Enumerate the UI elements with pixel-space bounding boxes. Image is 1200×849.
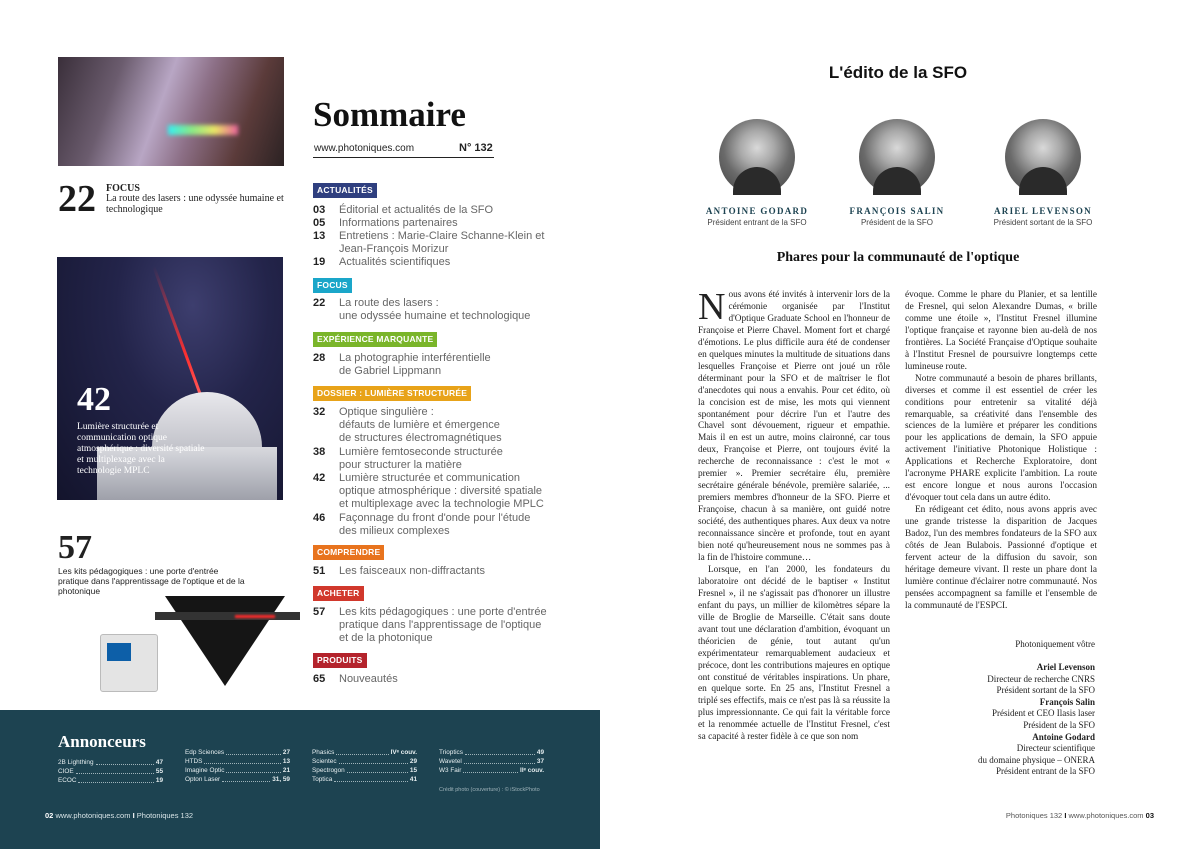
advertiser-row: ECOC 19 [58,777,163,784]
section-tag-produits: PRODUITS [313,653,367,668]
signer-name: François Salin [1039,696,1095,707]
footer-right: Photoniques 132 I www.photoniques.com 03 [1005,811,1154,820]
section-tag-acheter: ACHETER [313,586,364,601]
section-tag-comprendre: COMPRENDRE [313,545,384,560]
toc-item[interactable]: 57 Les kits pédagogiques : une porte d'entrée [313,606,547,618]
article-headline: Phares pour la communauté de l'optique [776,250,1020,265]
footer-left: 02 www.photoniques.com I Photoniques 132 [45,811,194,820]
toc-item[interactable]: 05 Informations partenaires [313,217,458,229]
advertisers-col-4 [439,748,544,775]
advertiser-row: Imagine Optic 21 [185,767,290,774]
paragraph: Nous avons été invités à intervenir lors de la cérémonie organisée par l'Institut d'Optique Graduate School en l'honneur de Françoise et Pierre Chavel. Moment fort et chargé d'émotions. Le plus difficile aura été de condenser en quelques minutes la multitude de situations dans lesquelles Françoise et Pierre ont joué un rôle déterminant pour la SFO et de maîtriser le flot d'anecdotes qui nous a envahis. Pour cet édito, où la concision est de mise, les mots qui viennent spontanément pour décrire l'un et l'autre des Chavel sont dévouement, rigueur et empathie. Mais il en est un autre, moins claironné, car tous deux, Françoise et Pierre, ont toujours évité la recherche de reconnaissance : c'est le mot « premier ». Premier secrétaire élu, première secrétaire générale bénévole, première salariée, ... premiers membres d'honneur de la SFO. Pierre et Françoise, chacun à sa manière, ont guidé notre société, des authentiques phares. Aux deux va notre reconnaissance sincère et profonde, tout en ayant bien noté qu'heureusement nous ne sommes pas à la fin de l'histoire commune… [698,286,890,563]
paragraph: Lorsque, en l'an 2000, les fondateurs du laboratoire ont décidé de le baptiser « Institut Fresnel », il ne s'agissait pas d'honorer un illustre enfant du pays, un millier de kilomètres sépare la ville de Broglie de Marseille. C'était sans doute avant tout une déclaration d'ambition, évoquant un théoricien de génie, tout autant qu'un expérimentateur remarquablement audacieux et précoce, dont les contributions majeures en optique ont constitué de véritables inspirations. Un phare, en quelque sorte. En 25 ans, l'Institut Fresnel a triplé ses effectifs, mais ce n'est pas là sa réussite la plus impressionnante. Ce qui fait la véritable force et la renommée actuelle de l'Institut Fresnel, c'est sa capacité à rester fidèle à ce que son nom [698,564,890,743]
article-column-2 [905,290,1097,613]
advertiser-row: CIOE 55 [58,768,163,775]
kit-rail [155,612,300,620]
person-role: Président entrant de la SFO [707,218,807,227]
kit-controller [100,634,158,692]
section-tag-experience: EXPÉRIENCE MARQUANTE [313,332,437,347]
paragraph: évoque. Comme le phare du Planier, et sa lentille de Fresnel, qui selon Alexandre Dumas, « brille comme une étoile », l'Institut Fresnel illumine l'optique française et rayonne bien au-delà de nos frontières. La Société Française d'Optique souhaite à l'Institut Fresnel de poursuivre longtemps cette lumineuse route. [905,290,1097,372]
portrait-ariel-levenson [1005,119,1081,195]
section-tag-actualites: ACTUALITÉS [313,183,377,198]
toc-item-continued: défauts de lumière et émergence [339,419,500,431]
person-name: ANTOINE GODARD [705,206,809,216]
advertiser-row: Toptica 41 [312,776,417,783]
toc-item[interactable]: 19 Actualités scientifiques [313,256,451,268]
advertisers-panel [0,710,600,849]
advertiser-row: Wavetel 37 [439,758,544,765]
person-name: FRANÇOIS SALIN [849,206,945,216]
kit-breadboard [165,596,285,686]
advertiser-row: Spectrogon 15 [312,767,417,774]
toc-item-continued: pour structurer la matière [339,459,462,471]
advertiser-row: Scientec 29 [312,758,417,765]
toc-item-continued: une odyssée humaine et technologique [339,310,531,322]
advertisers-col-2 [185,748,290,784]
toc-item[interactable]: 46 Façonnage du front d'onde pour l'étude [313,512,531,524]
advertisers-title: Annonceurs [58,732,146,751]
kit-page-number: 57 [58,529,92,566]
drop-cap: N [698,286,726,328]
toc-item-continued: pratique dans l'apprentissage de l'optique [339,619,542,631]
kit-photo [85,590,300,708]
closing: Photoniquement vôtre [1015,639,1095,649]
toc-item-continued: et de la photonique [339,632,433,644]
advertisers-col-3 [312,748,417,784]
kit-screen [107,643,131,661]
toc-item-continued: Jean-François Morizur [339,243,449,255]
feature-teaser: Lumière structurée et communication optique atmosphérique : diversité spatiale et multiplexage avec la technologie MPLC [77,422,205,476]
toc-item-continued: de structures électromagnétiques [339,432,502,444]
site-url: www.photoniques.com [314,143,415,154]
toc-item[interactable]: 38 Lumière femtoseconde structurée [313,446,503,458]
toc-item[interactable]: 03 Éditorial et actualités de la SFO [313,204,494,216]
toc-item-continued: et multiplexage avec la technologie MPLC [339,498,544,510]
toc-item-continued: optique atmosphérique : diversité spatiale [339,485,543,497]
signature-block: Ariel Levenson Directeur de recherche CNRS Président sortant de la SFO François Salin Président et CEO Ilasis laser Président de la SFO Antoine Godard Directeur scientifique du domaine physique – ONERA Président entrant de la SFO [905,662,1095,778]
toc-item[interactable]: 65 Nouveautés [313,673,398,685]
toc-item-continued: des milieux complexes [339,525,450,537]
advertiser-row: Phasics IVᵉ couv. [312,749,417,756]
advertiser-row: Trioptics 49 [439,749,544,756]
advertiser-row: W3 Fair IIᵉ couv. [439,767,544,774]
cover-credit: Crédit photo (couverture) : © iStockPhoto [439,787,540,793]
toc-item[interactable]: 42 Lumière structurée et communication [313,472,520,484]
person-name: ARIEL LEVENSON [994,206,1092,216]
focus-kicker: FOCUS [106,183,140,194]
focus-photo-lab [58,57,284,166]
feature-page-number: 42 [77,381,111,418]
kit-laser [235,615,275,618]
issue-number: N° 132 [459,142,493,154]
paragraph: Notre communauté a besoin de phares brillants, diverses et comme il est essentiel de créer les conditions pour entretenir sa vitalité déjà remarquable, sa créativité dans l'ensemble des sciences de la lumière et préparer les conditions pour les applications de demain, la SFO appuie activement l'initiative Photonique Holistique : Applications et Recherche Exploratoire, dont l'acronyme PHARE explicite l'ambition. La route est encore longue et nous aurons l'occasion d'évoquer tout cela dans un autre édito. [905,373,1097,504]
portrait-antoine-godard [719,119,795,195]
section-tag-dossier: DOSSIER : LUMIÈRE STRUCTURÉE [313,386,471,401]
focus-page-number: 22 [58,178,96,220]
toc-item[interactable]: 28 La photographie interférentielle [313,352,491,364]
portrait-francois-salin [859,119,935,195]
advertiser-row: Opton Laser 31, 59 [185,776,290,783]
edito-title: L'édito de la SFO [828,63,968,82]
kit-teaser: Les kits pédagogiques : une porte d'entrée pratique dans l'apprentissage de l'optique et de la photonique [58,566,245,596]
advertiser-row: 2B Lighthing 47 [58,759,163,766]
advertisers-col-1 [58,758,163,785]
person-role: Président de la SFO [860,218,934,227]
focus-teaser: La route des lasers : une odyssée humaine et technologique [106,193,284,215]
advertiser-row: HTDS 13 [185,758,290,765]
person-role: Président sortant de la SFO [993,218,1093,227]
toc-item[interactable]: 22 La route des lasers : [313,297,439,309]
toc-item-continued: de Gabriel Lippmann [339,365,442,377]
paragraph: En rédigeant cet édito, nous avons appris avec une grande tristesse la disparition de Jacques Badoz, l'un des membres fondateurs de la SFO aux côtés de Jean Bulabois. Passionné d'optique et fervent acteur de la diffusion du savoir, son héritage demeure vivant. Il reste un phare dont la lumière continue d'éclairer notre communauté. Nos pensées accompagnent sa famille et l'ensemble de la communauté de l'ESPCI. [905,505,1097,611]
toc-item[interactable]: 51 Les faisceaux non-diffractants [313,565,485,577]
title-rule [313,157,494,158]
signer-name: Ariel Levenson [1036,662,1095,672]
toc-item[interactable]: 13 Entretiens : Marie-Claire Schanne-Klein et [313,230,545,242]
advertiser-row: Edp Sciences 27 [185,749,290,756]
section-tag-focus: FOCUS [313,278,352,293]
page-title: Sommaire [313,95,466,134]
toc-item[interactable]: 32 Optique singulière : [313,406,434,418]
signer-name: Antoine Godard [1032,731,1095,742]
article-column-1 [698,286,890,744]
